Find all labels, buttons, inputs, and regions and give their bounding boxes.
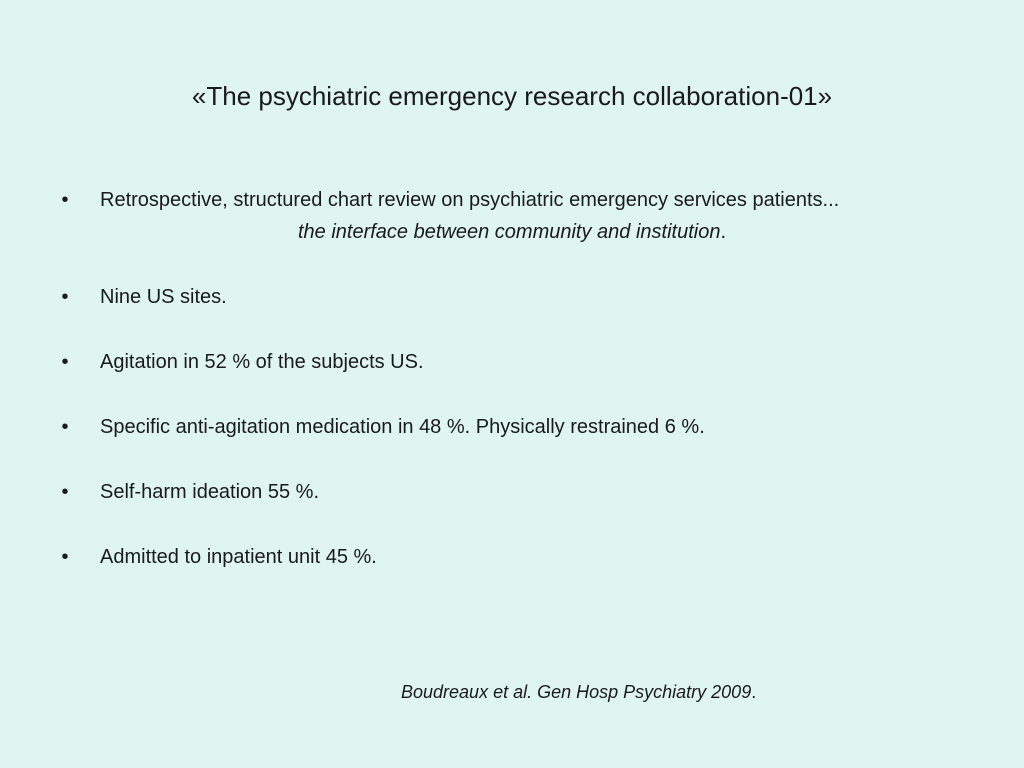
citation	[401, 680, 756, 704]
bullet-subline	[0, 216, 1024, 248]
subline-tail: .	[720, 221, 727, 243]
bullet-text: Nine US sites.	[100, 286, 227, 308]
citation-text: Boudreaux et al. Gen Hosp Psychiatry 2009	[401, 682, 752, 702]
bullet-item-study-design	[0, 184, 1024, 248]
citation-tail: .	[751, 682, 757, 702]
bullet-item-sites	[0, 281, 1024, 313]
slide-title: «The psychiatric emergency research collaboration-01»	[191, 81, 833, 111]
bullet-icon: •	[61, 286, 69, 308]
bullet-item-agitation	[0, 346, 1024, 378]
bullet-text: Retrospective, structured chart review on psychiatric emergency services patients...	[100, 189, 840, 211]
bullet-icon: •	[61, 481, 69, 503]
subline-italic: the interface between community and institution	[297, 221, 721, 243]
bullet-icon: •	[61, 416, 69, 438]
bullet-text: Specific anti-agitation medication in 48 %. Physically restrained 6 %.	[100, 416, 705, 438]
bullet-item-medication	[0, 411, 1024, 443]
bullet-icon: •	[61, 351, 69, 373]
bullet-icon: •	[61, 189, 69, 211]
bullet-text: Agitation in 52 % of the subjects US.	[100, 351, 424, 373]
bullet-item-self-harm	[0, 476, 1024, 508]
bullet-item-admitted	[0, 541, 1024, 573]
bullet-text: Admitted to inpatient unit 45 %.	[100, 546, 377, 568]
bullet-text: Self-harm ideation 55 %.	[100, 481, 320, 503]
bullet-list	[0, 184, 1024, 606]
bullet-icon: •	[61, 546, 69, 568]
